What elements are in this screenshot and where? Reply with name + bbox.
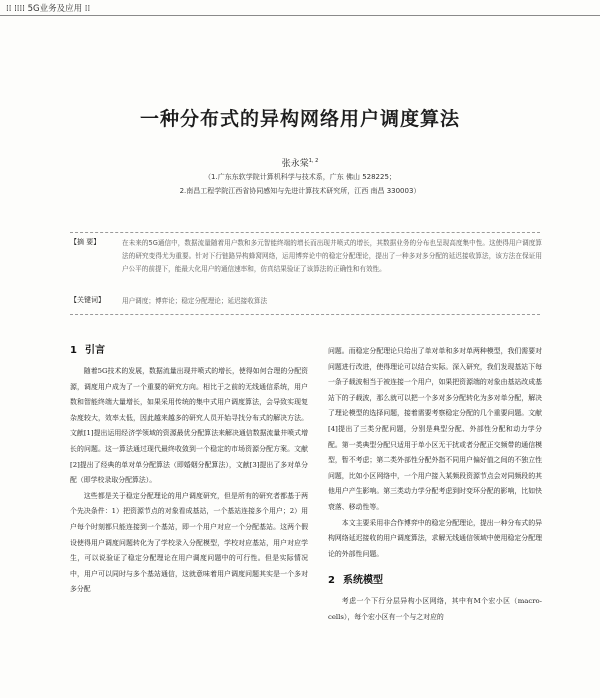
section-1-heading: [70, 344, 308, 358]
author-superscript: 1, 2: [308, 158, 319, 164]
section-1-paragraph: 随着5G技术的发展，数据流量出现井喷式的增长，使得如何合理的分配资源，调度用户成为了一个重要的研究方向。相比于之前的无线通信系统，用户数和智能终端大量增长，如果采用传统的集中式用户调度算法，会导致实现复杂度较大，效率太低，因此越来越多的研究人员开始寻找分布式的解决方法。文献[1]提出运用经济学领域的资源最优分配算法来解决通信数据流量井喷式增长的问题。这一算法通过现代最终收敛到一个稳定的市场资源分配方案。文献[2]提出了经典的单对单分配算法（即婚姻分配算法），文献[3]提出了多对单分配（即学校录取分配算法）。: [70, 367, 308, 485]
affiliation-1: （1.广东东软学院计算机科学与技术系，广东 佛山 528225；: [204, 173, 396, 181]
right-column: [328, 344, 542, 626]
running-header-text: ⁞⁞ ⁞⁞⁞⁞ 5G业务及应用 ⁞⁞: [6, 3, 91, 14]
section-2-title: 系统模型: [342, 575, 383, 587]
abstract-bottom-rule: [70, 314, 540, 315]
paper-title: 一种分布式的异构网络用户调度算法: [139, 108, 460, 130]
continued-paragraph: 问题。而稳定分配理论只给出了单对单和多对单两种模型，我们需要对问题进行改进，使得理论可以结合实际。深入研究，我们发现基站下每一条子载波相当于被连接一个用户，如果把资源端的对象由基站改成基站下的子载波，那么就可以把一个多对多分配转化为多对单分配，解决了理论模型的选择问题，接着需要考察稳定分配的几个重要问题。文献[4]提出了三类分配问题，分别是典型分配、外部性分配和动力学分配。第一类典型分配只适用于单小区无干扰或者分配正交频带的通信模型，暂不考虑；第二类外部性分配外指不同用户偏好值之间的不独立性问题，比如小区网络中，一个用户接入某频段资源节点会对同频段的其他用户产生影响。第三类动力学分配考虑到时变环分配的影响，比如快衰落、移动性等。: [328, 347, 542, 511]
abstract-text: 在未来的5G通信中，数据流量随着用户数和多元智能终端的增长而出现井喷式的增长，其数据业务的分布也呈现高度集中性。这使得用户调度算法的研究变得尤为重要。针对下行链路异构蜂窝网络，运用博弈论中的稳定分配理论，提出了一种多对多分配的延迟接收算法，该方法在保证用户公平的前提下，能最大化用户的通信速率和，仿真结果验证了该算法的正确性和有效性。: [122, 239, 542, 273]
section-2-paragraph: 考虑一个下行分层异构小区网络，其中有M个宏小区（macro-cells），每个宏小区有一个与之对应的: [328, 597, 542, 621]
running-header: [0, 0, 600, 16]
keywords-text: 用户调度；博弈论；稳定分配理论；延迟接收算法: [122, 297, 268, 305]
affiliation-2: 2.南昌工程学院江西省协同感知与先进计算技术研究所，江西 南昌 330003）: [179, 187, 421, 195]
author-line: [0, 156, 600, 169]
section-2-heading: [328, 574, 542, 588]
section-1-title: 引言: [84, 345, 105, 356]
section-1-paragraph: 这些都是关于稳定分配理论的用户调度研究，但是所有的研究者都基于两个先决条件：1）把资源节点的对象看成基站，一个基站连接多个用户；2）用户每个时刻都只能连接到一个基站，即一个用户对应一个分配基站。这两个假设使得用户调度问题转化为了学校录入分配模型，学校对应基站，用户对应学生，可以说验证了稳定分配理论在用户调度问题中的可行性。但是实际情况中，用户可以同时与多个基站通信，这就意味着用户调度问题其实是一个多对多分配: [70, 491, 308, 594]
author-name: 张永棠: [281, 159, 309, 169]
abstract-label: 【摘 要】: [70, 238, 101, 246]
keywords-label: 【关键词】: [70, 296, 105, 304]
section-2-number: 2: [328, 575, 335, 587]
left-column: [70, 344, 308, 598]
body-paragraph: 本文主要采用非合作博弈中的稳定分配理论，提出一种分布式的异构网络延迟接收的用户调度算法，求解无线通信领域中使用稳定分配理论的外部性问题。: [328, 518, 542, 558]
abstract-top-rule: [70, 232, 540, 233]
section-1-number: 1: [70, 345, 77, 356]
